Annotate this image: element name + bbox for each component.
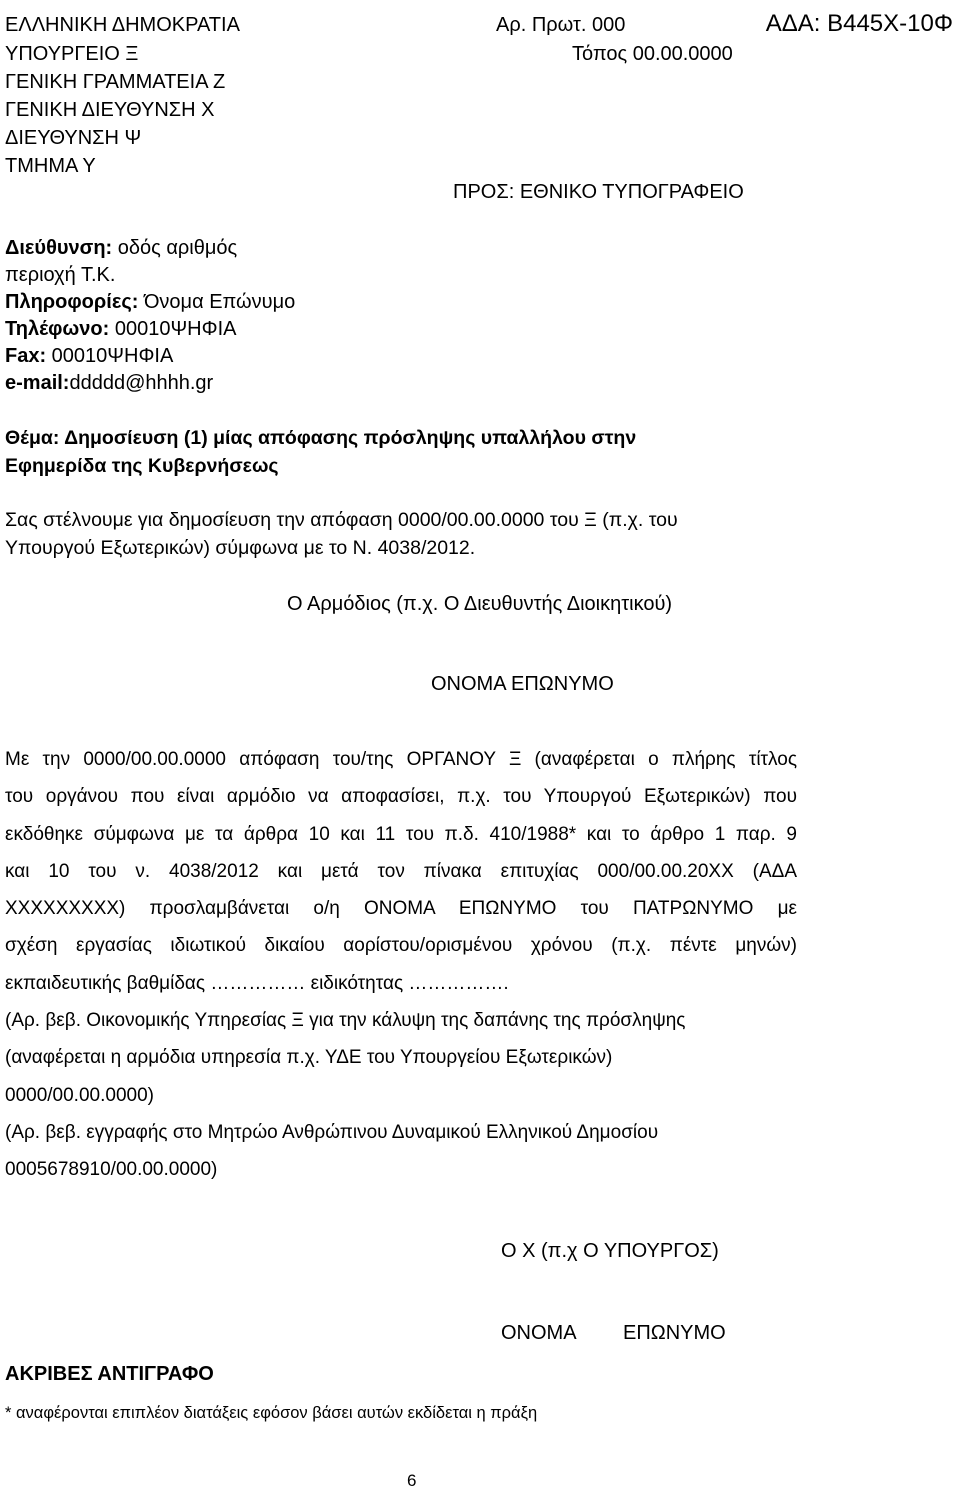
intro-line-2: Υπουργού Εξωτερικών) σύμφωνα με το Ν. 4038/2012. <box>5 537 476 559</box>
phone-label: Τηλέφωνο: <box>5 318 110 340</box>
protocol-number: Αρ. Πρωτ. 000 <box>496 14 626 36</box>
org-line-directorate: ΔΙΕΥΘΥΝΣΗ Ψ <box>5 127 142 149</box>
org-line-department: ΤΜΗΜΑ Υ <box>5 155 96 177</box>
org-line-country: ΕΛΛΗΝΙΚΗ ΔΗΜΟΚΡΑΤΙΑ <box>5 14 240 36</box>
signatory-title: Ο Αρμόδιος (π.χ. Ο Διευθυντής Διοικητικού) <box>287 593 673 615</box>
fax-line <box>5 345 173 368</box>
info-line <box>5 291 295 314</box>
address-line <box>5 237 237 260</box>
ada-code: ΑΔΑ: Β445Χ-10Φ <box>765 10 953 37</box>
decision-line: του οργάνου που είναι αρμόδιο να αποφασίσει, π.χ. του Υπουργού Εξωτερικών) που <box>5 786 797 808</box>
decision-line: ΧΧΧΧΧΧΧΧΧ) προσλαμβάνεται ο/η ΟΝΟΜΑ ΕΠΩΝΥΜΟ του ΠΑΤΡΩΝΥΜΟ με <box>5 898 797 920</box>
minister-title: Ο Χ (π.χ Ο ΥΠΟΥΡΓΟΣ) <box>501 1240 719 1262</box>
decision-line: εκπαιδευτικής βαθμίδας …………… ειδικότητας ……………. <box>5 972 509 994</box>
minister-name-last: ΕΠΩΝΥΜΟ <box>623 1322 726 1344</box>
email-value: ddddd@hhhh.gr <box>69 372 214 394</box>
page-number: 6 <box>407 1471 417 1490</box>
area-line: περιοχή Τ.Κ. <box>5 264 116 286</box>
decision-line: σχέση εργασίας ιδιωτικού δικαίου αορίστου/ορισμένου χρόνου (π.χ. πέντε μηνών) <box>5 935 797 957</box>
email-label: e-mail: <box>5 372 70 394</box>
certified-copy: ΑΚΡΙΒΕΣ ΑΝΤΙΓΡΑΦΟ <box>5 1363 214 1385</box>
decision-line: εκδόθηκε σύμφωνα με τα άρθρα 10 και 11 του π.δ. 410/1988* και το άρθρο 1 παρ. 9 <box>5 823 797 845</box>
signatory-name: ΟΝΟΜΑ ΕΠΩΝΥΜΟ <box>431 673 614 695</box>
decision-paragraph <box>5 741 797 1189</box>
info-value: Όνομα Επώνυμο <box>138 291 296 313</box>
org-line-general-directorate: ΓΕΝΙΚΗ ΔΙΕΥΘΥΝΣΗ Χ <box>5 99 215 121</box>
footnote: * αναφέρονται επιπλέον διατάξεις εφόσον βάσει αυτών εκδίδεται η πράξη <box>5 1404 538 1422</box>
recipient: ΠΡΟΣ: ΕΘΝΙΚΟ ΤΥΠΟΓΡΑΦΕΙΟ <box>453 181 744 203</box>
subject-line-2: Εφημερίδα της Κυβερνήσεως <box>5 455 279 477</box>
decision-line: 0000/00.00.0000) <box>5 1084 154 1106</box>
fax-label: Fax: <box>5 345 47 367</box>
org-line-ministry: ΥΠΟΥΡΓΕΙΟ Ξ <box>5 43 139 65</box>
decision-line: (αναφέρεται η αρμόδια υπηρεσία π.χ. ΥΔΕ του Υπουργείου Εξωτερικών) <box>5 1047 613 1069</box>
decision-line: και 10 του ν. 4038/2012 και μετά τον πίνακα επιτυχίας 000/00.00.20ΧΧ (ΑΔΑ <box>5 860 797 882</box>
phone-line <box>5 318 236 341</box>
email-line <box>5 372 213 395</box>
address-value: οδός αριθμός <box>112 237 238 259</box>
minister-name-first: ΟΝΟΜΑ <box>501 1322 577 1344</box>
decision-line: (Αρ. βεβ. εγγραφής στο Μητρώο Ανθρώπινου Δυναμικού Ελληνικού Δημοσίου <box>5 1121 659 1143</box>
decision-line: (Αρ. βεβ. Οικονομικής Υπηρεσίας Ξ για την κάλυψη της δαπάνης της πρόσληψης <box>5 1010 686 1032</box>
decision-line: 0005678910/00.00.0000) <box>5 1159 218 1181</box>
org-line-general-secretariat: ΓΕΝΙΚΗ ΓΡΑΜΜΑΤΕΙΑ Ζ <box>5 71 226 93</box>
place-date: Τόπος 00.00.0000 <box>572 43 733 65</box>
phone-value: 00010ΨΗΦΙΑ <box>109 318 237 340</box>
info-label: Πληροφορίες: <box>5 291 139 313</box>
decision-line: Με την 0000/00.00.0000 απόφαση του/της ΟΡΓΑΝΟΥ Ξ (αναφέρεται ο πλήρης τίτλος <box>5 749 797 770</box>
intro-line-1: Σας στέλνουμε για δημοσίευση την απόφαση 0000/00.00.0000 του Ξ (π.χ. του <box>5 509 678 531</box>
subject-line-1: Θέμα: Δημοσίευση (1) μίας απόφασης πρόσληψης υπαλλήλου στην <box>5 427 637 449</box>
fax-value: 00010ΨΗΦΙΑ <box>46 345 174 367</box>
address-label: Διεύθυνση: <box>5 237 113 259</box>
